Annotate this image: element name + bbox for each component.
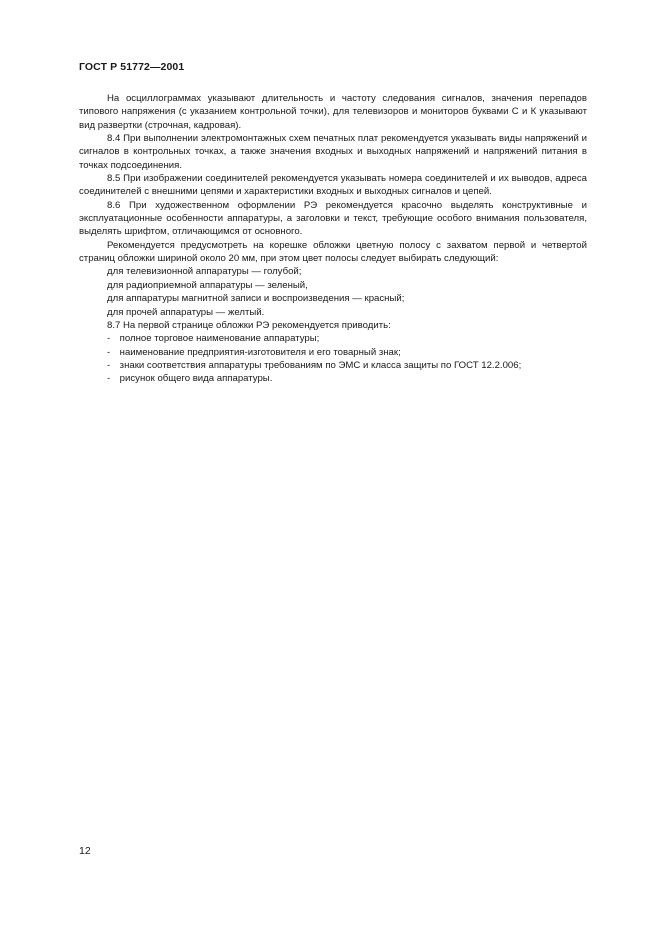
cover-item-drawing [79, 372, 587, 385]
cover-item-text: знаки соответствия аппаратуры требованиям по ЭМС и класса защиты по ГОСТ 12.2.006; [119, 359, 522, 371]
cover-item-conformity [79, 359, 587, 372]
document-header: ГОСТ Р 51772—2001 [79, 61, 185, 73]
color-item-magnetic: для аппаратуры магнитной записи и воспроизведения — красный; [107, 293, 405, 305]
cover-item-name [79, 332, 587, 345]
list-dash: - [107, 346, 111, 358]
cover-item-text: рисунок общего вида аппаратуры. [119, 373, 273, 385]
paragraph-8-7: 8.7 На первой странице обложки РЭ рекомендуется приводить: [107, 319, 391, 331]
cover-item-text: наименование предприятия-изготовителя и его товарный знак; [119, 346, 401, 358]
cover-item-manufacturer [79, 346, 587, 359]
list-dash: - [107, 359, 111, 371]
color-item-radio: для радиоприемной аппаратуры — зеленый, [107, 279, 308, 291]
list-dash: - [107, 373, 111, 385]
paragraph-8-5: 8.5 При изображении соединителей рекомендуется указывать номера соединителей и их выводов, адреса соединителей с внешними цепями и характеристики входных и выходных сигналов и цепей. [79, 173, 587, 198]
paragraph-8-6: 8.6 При художественном оформлении РЭ рекомендуется красочно выделять конструктивные и эксплуатационные особенности аппаратуры, а заголовки и текст, требующие особого внимания пользователя, выделять шрифтом, отличающимся от основного. [79, 199, 587, 238]
paragraph-8-4: 8.4 При выполнении электромонтажных схем печатных плат рекомендуется указывать виды напряжений и сигналов в контрольных точках, а также значения входных и выходных напряжений и напряжений питания в точках подсоединения. [79, 133, 587, 171]
cover-item-text: полное торговое наименование аппаратуры; [119, 333, 320, 345]
document-body [79, 92, 587, 386]
page-number: 12 [79, 845, 91, 857]
color-item-tv: для телевизионной аппаратуры — голубой; [107, 266, 302, 278]
paragraph-spine-stripe: Рекомендуется предусмотреть на корешке обложки цветную полосу с захватом первой и четвертой страниц обложки шириной около 20 мм, при этом цвет полосы следует выбирать следующий: [79, 239, 587, 265]
color-item-other: для прочей аппаратуры — желтый. [107, 306, 265, 318]
list-dash: - [107, 333, 111, 345]
paragraph-oscillograms: На осциллограммах указывают длительность и частоту следования сигналов, значения перепадов типового напряжения (с указанием контрольной точки), для телевизоров и мониторов буквами С и К указывают вид развертки (строчная, кадровая). [79, 93, 587, 131]
